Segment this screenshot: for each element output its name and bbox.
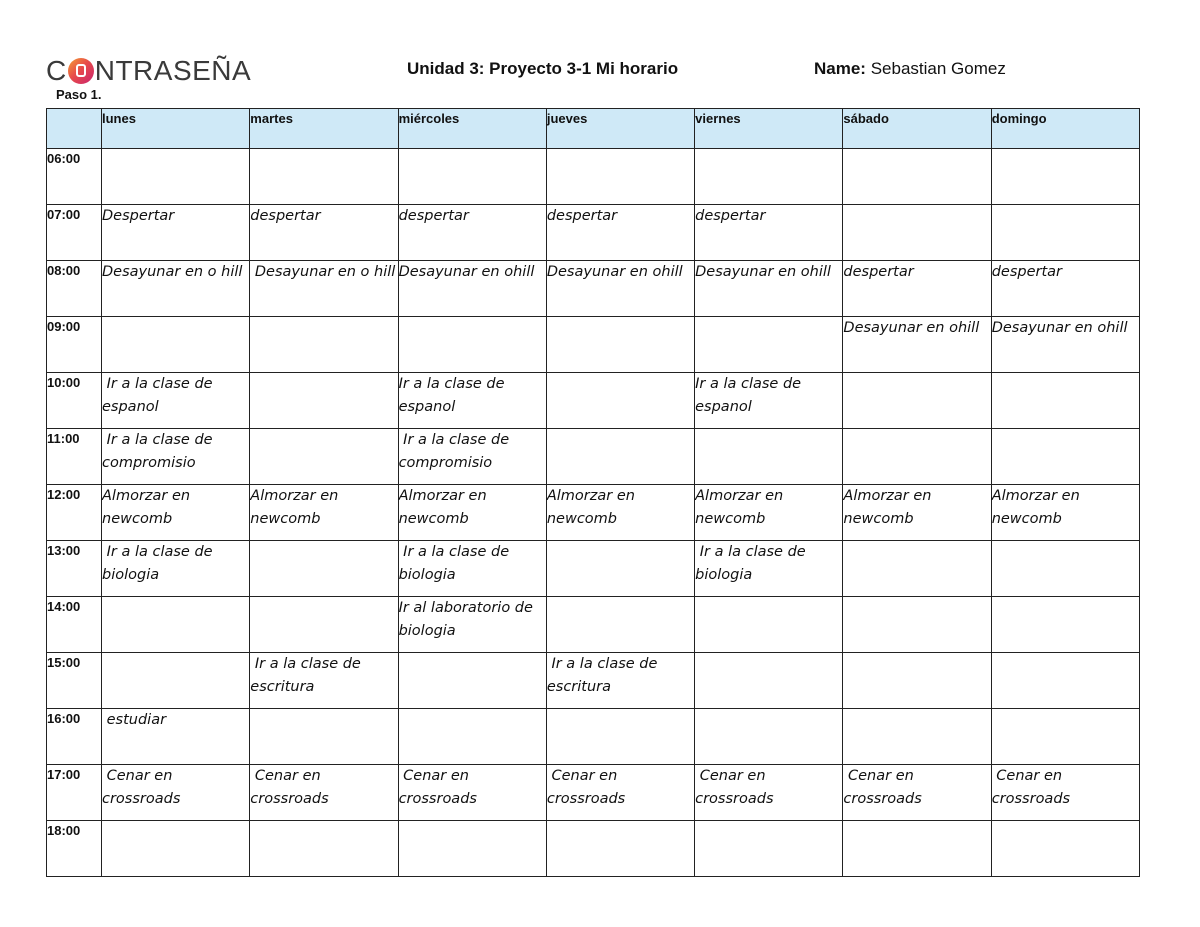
activity-cell: despertar bbox=[250, 205, 398, 261]
activity-cell: Almorzar en newcomb bbox=[695, 485, 843, 541]
corner-cell bbox=[47, 109, 102, 149]
activity-cell bbox=[991, 205, 1139, 261]
schedule-table bbox=[46, 108, 1140, 877]
activity-cell bbox=[843, 541, 991, 597]
activity-cell: despertar bbox=[695, 205, 843, 261]
activity-cell: Ir a la clase de biologia bbox=[695, 541, 843, 597]
activity-cell bbox=[102, 821, 250, 877]
time-row bbox=[47, 149, 1140, 205]
document-title: Unidad 3: Proyecto 3-1 Mi horario bbox=[407, 59, 679, 78]
activity-cell bbox=[250, 373, 398, 429]
activity-cell bbox=[695, 653, 843, 709]
activity-cell bbox=[695, 317, 843, 373]
time-row bbox=[47, 317, 1140, 373]
activity-cell: despertar bbox=[991, 261, 1139, 317]
time-label: 09:00 bbox=[47, 317, 102, 373]
time-label: 07:00 bbox=[47, 205, 102, 261]
time-label: 15:00 bbox=[47, 653, 102, 709]
activity-cell bbox=[843, 373, 991, 429]
time-label: 13:00 bbox=[47, 541, 102, 597]
time-row bbox=[47, 709, 1140, 765]
activity-cell: Ir a la clase de escritura bbox=[546, 653, 694, 709]
activity-cell bbox=[843, 709, 991, 765]
activity-cell: Desayunar en ohill bbox=[546, 261, 694, 317]
activity-cell: Cenar en crossroads bbox=[250, 765, 398, 821]
activity-cell bbox=[546, 821, 694, 877]
activity-cell bbox=[546, 541, 694, 597]
activity-cell: Ir a la clase de escritura bbox=[250, 653, 398, 709]
time-label: 12:00 bbox=[47, 485, 102, 541]
activity-cell: Cenar en crossroads bbox=[398, 765, 546, 821]
activity-cell: Ir a la clase de espanol bbox=[398, 373, 546, 429]
logo-text-right: NTRASEÑA bbox=[94, 55, 252, 86]
activity-cell: Cenar en crossroads bbox=[843, 765, 991, 821]
activity-cell bbox=[546, 317, 694, 373]
activity-cell bbox=[991, 149, 1139, 205]
activity-cell bbox=[250, 597, 398, 653]
activity-cell bbox=[102, 317, 250, 373]
activity-cell bbox=[398, 149, 546, 205]
activity-cell bbox=[991, 541, 1139, 597]
time-label: 18:00 bbox=[47, 821, 102, 877]
activity-cell: Cenar en crossroads bbox=[546, 765, 694, 821]
activity-cell bbox=[843, 821, 991, 877]
time-row bbox=[47, 541, 1140, 597]
activity-cell bbox=[991, 597, 1139, 653]
activity-cell: despertar bbox=[843, 261, 991, 317]
activity-cell bbox=[843, 205, 991, 261]
activity-cell: despertar bbox=[398, 205, 546, 261]
student-name bbox=[814, 59, 1006, 79]
time-row bbox=[47, 429, 1140, 485]
activity-cell bbox=[991, 653, 1139, 709]
time-row bbox=[47, 765, 1140, 821]
activity-cell bbox=[250, 429, 398, 485]
activity-cell: Almorzar en newcomb bbox=[843, 485, 991, 541]
activity-cell: Ir a la clase de biologia bbox=[102, 541, 250, 597]
activity-cell bbox=[695, 821, 843, 877]
logo-text-left: C bbox=[46, 55, 67, 86]
day-header: domingo bbox=[991, 109, 1139, 149]
activity-cell bbox=[546, 709, 694, 765]
activity-cell bbox=[695, 709, 843, 765]
activity-cell bbox=[991, 373, 1139, 429]
activity-cell: Desayunar en ohill bbox=[695, 261, 843, 317]
activity-cell bbox=[695, 597, 843, 653]
name-label: Name: bbox=[814, 59, 866, 78]
day-header: sábado bbox=[843, 109, 991, 149]
activity-cell bbox=[398, 653, 546, 709]
activity-cell: Desayunar en ohill bbox=[991, 317, 1139, 373]
activity-cell bbox=[991, 821, 1139, 877]
activity-cell bbox=[546, 597, 694, 653]
activity-cell bbox=[546, 149, 694, 205]
day-header-row bbox=[47, 109, 1140, 149]
activity-cell: Almorzar en newcomb bbox=[250, 485, 398, 541]
contrasena-logo bbox=[46, 56, 251, 86]
time-label: 16:00 bbox=[47, 709, 102, 765]
time-label: 14:00 bbox=[47, 597, 102, 653]
activity-cell bbox=[102, 597, 250, 653]
activity-cell bbox=[843, 429, 991, 485]
activity-cell: Ir a la clase de biologia bbox=[398, 541, 546, 597]
time-row bbox=[47, 205, 1140, 261]
activity-cell: despertar bbox=[546, 205, 694, 261]
step-label: Paso 1. bbox=[56, 87, 102, 102]
activity-cell bbox=[250, 541, 398, 597]
activity-cell: Desayunar en ohill bbox=[398, 261, 546, 317]
activity-cell: estudiar bbox=[102, 709, 250, 765]
activity-cell bbox=[102, 149, 250, 205]
activity-cell bbox=[398, 709, 546, 765]
time-label: 17:00 bbox=[47, 765, 102, 821]
time-row bbox=[47, 373, 1140, 429]
activity-cell: Ir a la clase de compromisio bbox=[102, 429, 250, 485]
activity-cell: Almorzar en newcomb bbox=[398, 485, 546, 541]
time-row bbox=[47, 821, 1140, 877]
activity-cell bbox=[398, 821, 546, 877]
activity-cell: Cenar en crossroads bbox=[102, 765, 250, 821]
activity-cell bbox=[398, 317, 546, 373]
time-label: 11:00 bbox=[47, 429, 102, 485]
time-label: 06:00 bbox=[47, 149, 102, 205]
name-value: Sebastian Gomez bbox=[870, 59, 1006, 78]
activity-cell bbox=[991, 429, 1139, 485]
time-row bbox=[47, 485, 1140, 541]
activity-cell bbox=[102, 653, 250, 709]
activity-cell: Almorzar en newcomb bbox=[546, 485, 694, 541]
time-label: 08:00 bbox=[47, 261, 102, 317]
activity-cell: Ir al laboratorio de biologia bbox=[398, 597, 546, 653]
activity-cell bbox=[250, 821, 398, 877]
activity-cell: Ir a la clase de compromisio bbox=[398, 429, 546, 485]
activity-cell: Desayunar en o hill bbox=[250, 261, 398, 317]
schedule-body bbox=[47, 149, 1140, 877]
activity-cell bbox=[991, 709, 1139, 765]
activity-cell bbox=[843, 149, 991, 205]
activity-cell bbox=[843, 653, 991, 709]
activity-cell bbox=[546, 373, 694, 429]
activity-cell bbox=[695, 149, 843, 205]
logo-mark-icon bbox=[68, 58, 94, 84]
activity-cell: Almorzar en newcomb bbox=[102, 485, 250, 541]
activity-cell bbox=[695, 429, 843, 485]
activity-cell bbox=[546, 429, 694, 485]
day-header: jueves bbox=[546, 109, 694, 149]
activity-cell: Ir a la clase de espanol bbox=[695, 373, 843, 429]
day-header: martes bbox=[250, 109, 398, 149]
activity-cell: Desayunar en o hill bbox=[102, 261, 250, 317]
day-header: lunes bbox=[102, 109, 250, 149]
day-header: viernes bbox=[695, 109, 843, 149]
activity-cell: Cenar en crossroads bbox=[991, 765, 1139, 821]
time-row bbox=[47, 653, 1140, 709]
activity-cell: Ir a la clase de espanol bbox=[102, 373, 250, 429]
time-row bbox=[47, 597, 1140, 653]
activity-cell: Almorzar en newcomb bbox=[991, 485, 1139, 541]
activity-cell bbox=[250, 149, 398, 205]
activity-cell: Desayunar en ohill bbox=[843, 317, 991, 373]
activity-cell: Cenar en crossroads bbox=[695, 765, 843, 821]
activity-cell bbox=[250, 709, 398, 765]
activity-cell: Despertar bbox=[102, 205, 250, 261]
day-header: miércoles bbox=[398, 109, 546, 149]
time-label: 10:00 bbox=[47, 373, 102, 429]
activity-cell bbox=[843, 597, 991, 653]
time-row bbox=[47, 261, 1140, 317]
activity-cell bbox=[250, 317, 398, 373]
